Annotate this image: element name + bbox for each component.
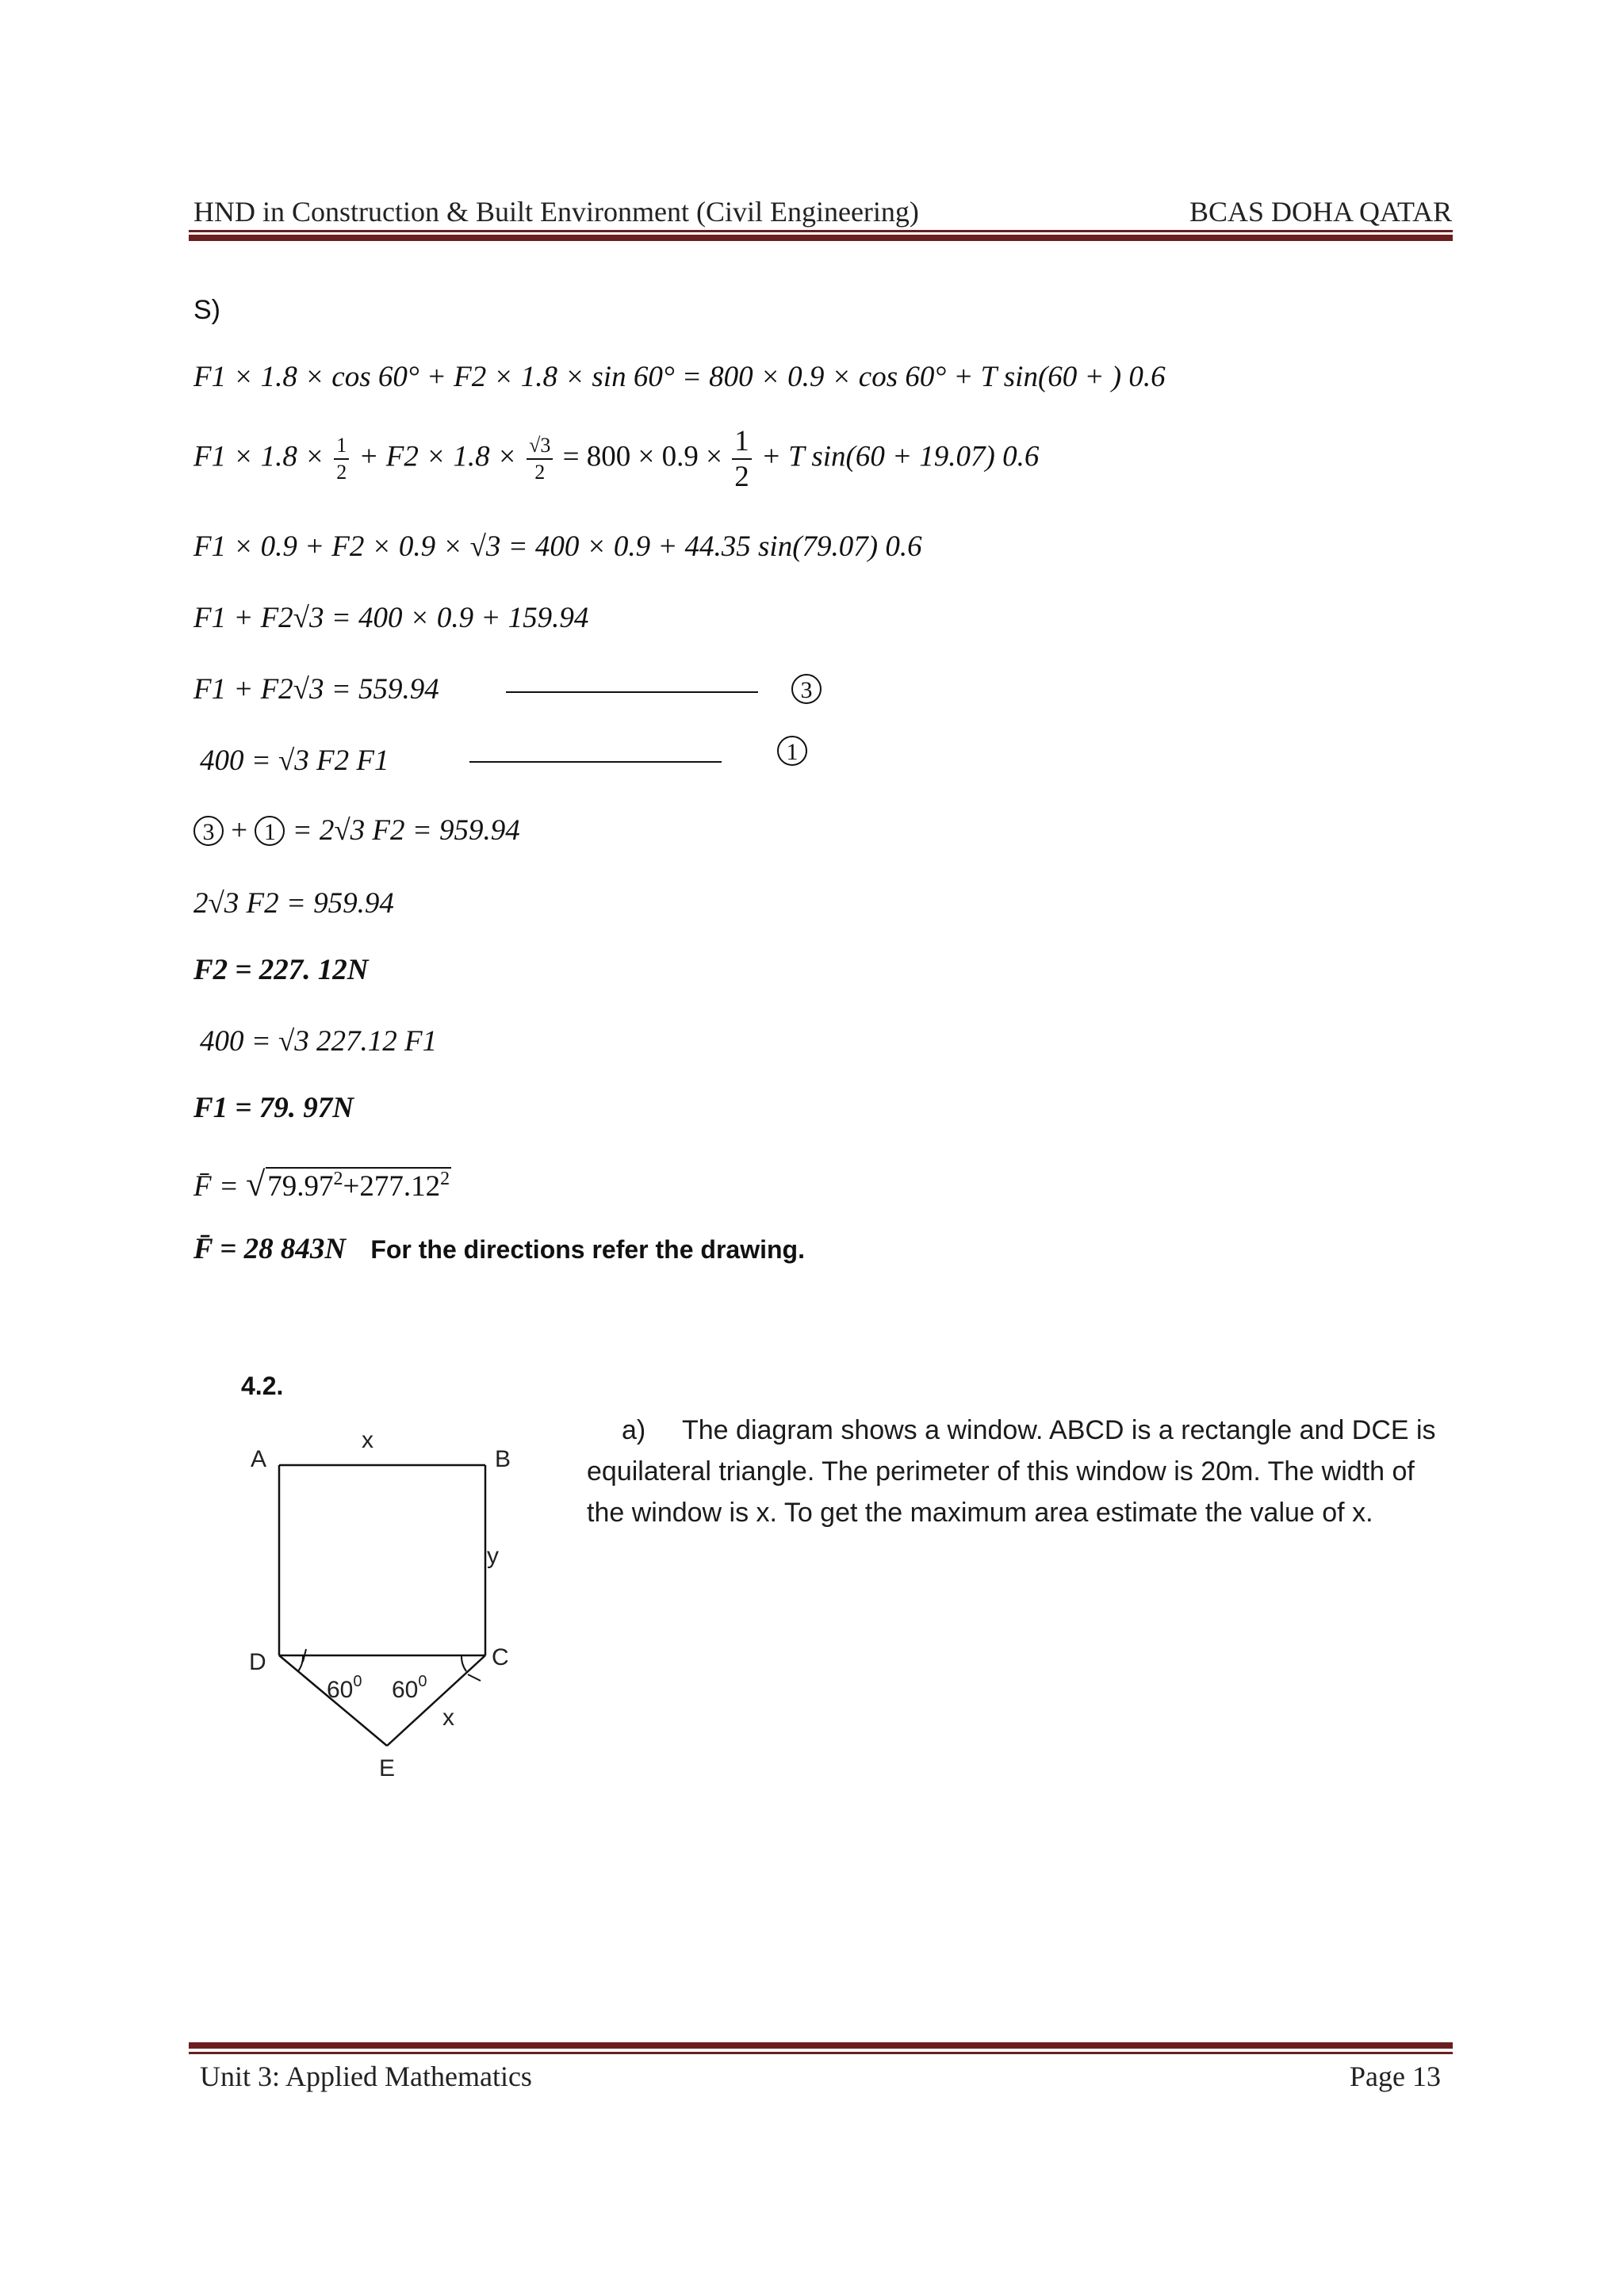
angle-arc-c [462,1655,466,1671]
equation-3: F1 × 0.9 + F2 × 0.9 × √3 = 400 × 0.9 + 44.35 sin(79.07) 0.6 [193,530,922,563]
equation-11-result-f1: F1 = 79. 97N [193,1092,354,1124]
question-part-label: a) [622,1415,646,1445]
top-edge-x-label: x [362,1427,373,1453]
footer-rule-thick [189,2042,1453,2049]
equation-4: F1 + F2√3 = 400 × 0.9 + 159.94 [193,602,589,634]
footer-right: Page 13 [1350,2061,1441,2092]
header-right: BCAS DOHA QATAR [1189,196,1453,228]
equation-13: F̄ = 28 843N For the directions refer the drawing. [193,1233,805,1265]
equation-10: 400 = √3 227.12 F1 [200,1025,438,1058]
equation-9-result-f2: F2 = 227. 12N [193,954,369,986]
angle-arc-d [298,1655,303,1671]
vertex-a-label: A [251,1446,267,1472]
equation-1: F1 × 1.8 × cos 60° + F2 × 1.8 × sin 60° = 800 × 0.9 × cos 60° + T sin(60 + ) 0.6 [193,361,1166,393]
tick-c [468,1674,481,1681]
equation-6-line [469,761,722,763]
equation-12: F̄ = $√79.97^2+277.12^2$ [193,1165,450,1203]
vertex-d-label: D [249,1649,266,1675]
equation-5-line [506,691,758,693]
equation-8: 2√3 F2 = 959.94 [193,887,394,920]
equation-6-marker: 1 [777,736,807,766]
section-label: S) [193,295,220,325]
question-number: 4.2. [241,1372,284,1400]
vertex-b-label: B [495,1446,511,1472]
equation-6: 400 = √3 F2 F1 [200,744,389,777]
equation-5-marker: 3 [791,674,822,704]
side-edge-y-label: y [487,1543,499,1569]
angle-right-label: $60^0$ [392,1673,427,1703]
question-text: The diagram shows a window. ABCD is a rectangle and DCE is equilateral triangle. The perimeter of this window is 20m. The width of the window is x. To get the maximum area estimate the value of x. [587,1415,1436,1528]
vertex-e-label: E [379,1755,396,1781]
equation-2: F1 × 1.8 × $\frac{1}{2}$ + F2 × 1.8 × $\frac{√3}{2}$ = 800 × 0.9 × $\frac{1}{2}$ + T sin(60 + 19.07) 0.6 [193,425,1040,493]
header-left: HND in Construction & Built Environment (Civil Engineering) [193,196,919,228]
footer-left: Unit 3: Applied Mathematics [200,2061,532,2092]
window-diagram [230,1419,563,1800]
angle-left-label: $60^0$ [327,1673,362,1703]
vertex-c-label: C [492,1644,509,1670]
equation-5: F1 + F2√3 = 559.94 [193,673,439,706]
triangle-edge-x-label: x [442,1705,454,1731]
footer-rule-thin [189,2052,1453,2054]
equation-7: 3 + 1 = 2√3 F2 = 959.94 [193,813,520,848]
header-rule-thin [189,230,1453,232]
header-rule-thick [189,235,1453,241]
